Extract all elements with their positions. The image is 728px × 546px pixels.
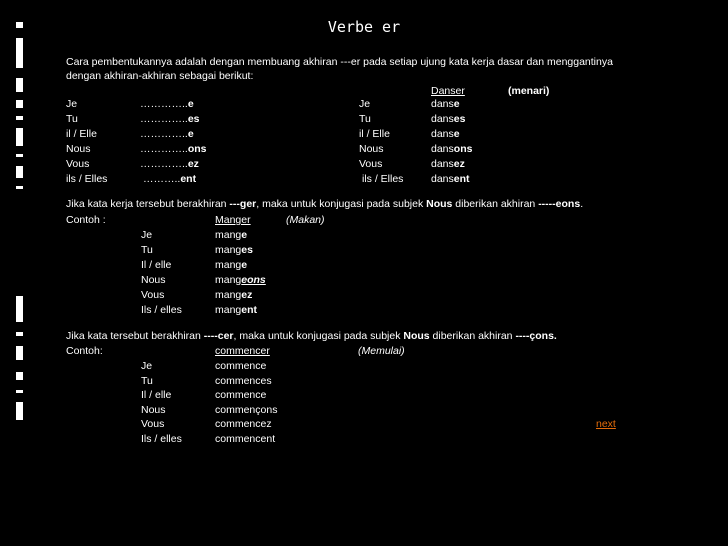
- decor-bar: [16, 402, 23, 420]
- manger-stem: mang: [215, 304, 242, 316]
- ending-dots: ………..: [143, 173, 181, 185]
- cer-suffix: ----cer: [203, 330, 234, 342]
- commencer-pronoun: Il / elle: [141, 389, 172, 401]
- danser-form: [431, 143, 472, 156]
- decor-bar: [16, 78, 23, 92]
- decor-bar: [16, 390, 23, 393]
- ending-suffix: ons: [187, 143, 207, 155]
- danser-ending: e: [453, 128, 460, 140]
- manger-stem: mang: [215, 274, 242, 286]
- manger-form: [215, 259, 247, 272]
- danser-stem: dans: [431, 98, 454, 110]
- danser-form: [431, 113, 465, 126]
- danser-stem: dans: [431, 158, 454, 170]
- commencer-form: commences: [215, 374, 272, 387]
- danser-pronoun: il / Elle: [359, 128, 390, 140]
- decor-bar: [16, 372, 23, 380]
- manger-verb: Manger: [215, 214, 251, 226]
- decor-bar: [16, 154, 23, 157]
- commencer-form: commencent: [215, 432, 276, 445]
- manger-pronoun: Ils / elles: [141, 304, 182, 316]
- ger-rule-text: diberikan akhiran: [452, 198, 539, 210]
- ger-rule-text: .: [580, 198, 584, 210]
- manger-meaning-text: (Makan): [286, 214, 325, 226]
- ending-suffix: ez: [187, 158, 199, 170]
- commencer-pronoun: Tu: [141, 374, 153, 387]
- commencer-pronoun: Ils / elles: [141, 432, 182, 445]
- commencer-pronoun: Je: [141, 360, 153, 372]
- danser-ending: es: [453, 113, 466, 125]
- ending-dots: …………..: [140, 113, 188, 125]
- ending-suffix: es: [187, 113, 200, 125]
- ger-rule: [66, 198, 583, 211]
- commencer-meaning-text: (Memulai): [358, 345, 405, 357]
- danser-ending: e: [453, 98, 460, 110]
- danser-stem: dans: [431, 143, 454, 155]
- commencer-pronoun: Nous: [141, 403, 166, 416]
- commencer-pronoun: Vous: [141, 418, 165, 430]
- ending-pronoun: il / Elle: [66, 128, 97, 140]
- ending-cell: [140, 143, 207, 156]
- commencer-meaning: [358, 345, 405, 358]
- manger-form: [215, 289, 252, 302]
- danser-stem: dans: [431, 128, 454, 140]
- ending-cell: [140, 128, 194, 141]
- commencer-form: commence: [215, 360, 267, 372]
- manger-label: Contoh :: [66, 214, 106, 226]
- ending-suffix: e: [187, 128, 194, 140]
- manger-ending: e: [241, 259, 248, 271]
- manger-stem: mang: [215, 229, 242, 241]
- manger-form: [215, 244, 253, 257]
- decor-bar: [16, 38, 23, 68]
- manger-ending: e: [241, 229, 248, 241]
- commencer-form: commence: [215, 389, 267, 401]
- manger-form: [215, 274, 266, 287]
- ending-dots: …………..: [140, 143, 188, 155]
- ger-subject: Nous: [426, 198, 453, 210]
- ger-ending: -----eons: [538, 198, 581, 210]
- cer-rule-text: Jika kata tersebut berakhiran: [66, 330, 204, 342]
- ending-dots: …………..: [140, 158, 188, 170]
- manger-ending: ez: [241, 289, 253, 301]
- ending-dots: …………..: [140, 98, 188, 110]
- cer-rule: [66, 330, 557, 343]
- danser-form: [431, 98, 460, 111]
- decor-bar: [16, 186, 23, 189]
- danser-ending: ez: [453, 158, 465, 170]
- manger-meaning: [286, 214, 325, 227]
- intro-line-2: dengan akhiran-akhiran sebagai berikut:: [66, 70, 254, 82]
- commencer-form: commençons: [215, 403, 278, 416]
- ger-rule-text: , maka untuk konjugasi pada subjek: [256, 198, 427, 210]
- ending-suffix: ent: [180, 173, 197, 185]
- danser-pronoun: Je: [359, 98, 371, 110]
- manger-form: [215, 229, 247, 242]
- ending-suffix: e: [187, 98, 194, 110]
- manger-pronoun: Il / elle: [141, 259, 172, 271]
- danser-ending: ent: [453, 173, 470, 185]
- decor-bar: [16, 346, 23, 360]
- cer-rule-text: diberikan akhiran: [429, 330, 516, 342]
- manger-pronoun: Je: [141, 229, 153, 241]
- decor-bar: [16, 296, 23, 322]
- ending-pronoun: Tu: [66, 113, 78, 125]
- danser-pronoun: ils / Elles: [362, 173, 404, 185]
- intro-line-1: Cara pembentukannya adalah dengan membuang akhiran ---er pada setiap ujung kata kerja dasar dan menggantinya: [66, 56, 613, 68]
- danser-pronoun: Nous: [359, 143, 384, 155]
- manger-ending: es: [241, 244, 253, 256]
- danser-form: [431, 158, 465, 171]
- cer-ending: ----çons.: [515, 330, 557, 342]
- manger-pronoun: Nous: [141, 274, 166, 286]
- ending-cell: [140, 158, 199, 171]
- commencer-label: Contoh:: [66, 345, 103, 357]
- manger-stem: mang: [215, 259, 242, 271]
- ending-cell: [140, 113, 200, 126]
- cer-subject: Nous: [403, 330, 430, 342]
- manger-stem: mang: [215, 244, 242, 256]
- manger-form: [215, 304, 257, 317]
- danser-stem: dans: [431, 173, 454, 185]
- ending-cell: [143, 173, 196, 186]
- cer-rule-text: , maka untuk konjugasi pada subjek: [233, 330, 404, 342]
- ending-pronoun: Vous: [66, 158, 90, 170]
- manger-pronoun: Tu: [141, 244, 153, 256]
- next-link[interactable]: next: [596, 418, 616, 430]
- danser-pronoun: Vous: [359, 158, 383, 170]
- ending-pronoun: Je: [66, 98, 78, 110]
- ending-pronoun: Nous: [66, 143, 91, 155]
- decor-bar: [16, 100, 23, 108]
- decor-bar: [16, 166, 23, 178]
- decor-bar: [16, 128, 23, 146]
- manger-ending: eons: [241, 274, 266, 286]
- decor-bar: [16, 332, 23, 336]
- manger-stem: mang: [215, 289, 242, 301]
- danser-form: [431, 128, 460, 141]
- ending-dots: …………..: [140, 128, 188, 140]
- slide-title: Verbe er: [327, 18, 401, 36]
- danser-verb: Danser: [431, 85, 465, 97]
- manger-ending: ent: [241, 304, 258, 316]
- danser-stem: dans: [431, 113, 454, 125]
- commencer-verb: commencer: [215, 345, 270, 357]
- danser-meaning: (menari): [508, 85, 550, 97]
- decor-bar: [16, 116, 23, 120]
- danser-form: [431, 173, 470, 186]
- ending-cell: [140, 98, 194, 111]
- ger-rule-text: Jika kata kerja tersebut berakhiran: [66, 198, 230, 210]
- ending-pronoun: ils / Elles: [66, 173, 108, 185]
- manger-pronoun: Vous: [141, 289, 165, 301]
- danser-ending: ons: [453, 143, 473, 155]
- ger-suffix: ---ger: [229, 198, 257, 210]
- danser-pronoun: Tu: [359, 113, 371, 125]
- commencer-form: commencez: [215, 418, 272, 430]
